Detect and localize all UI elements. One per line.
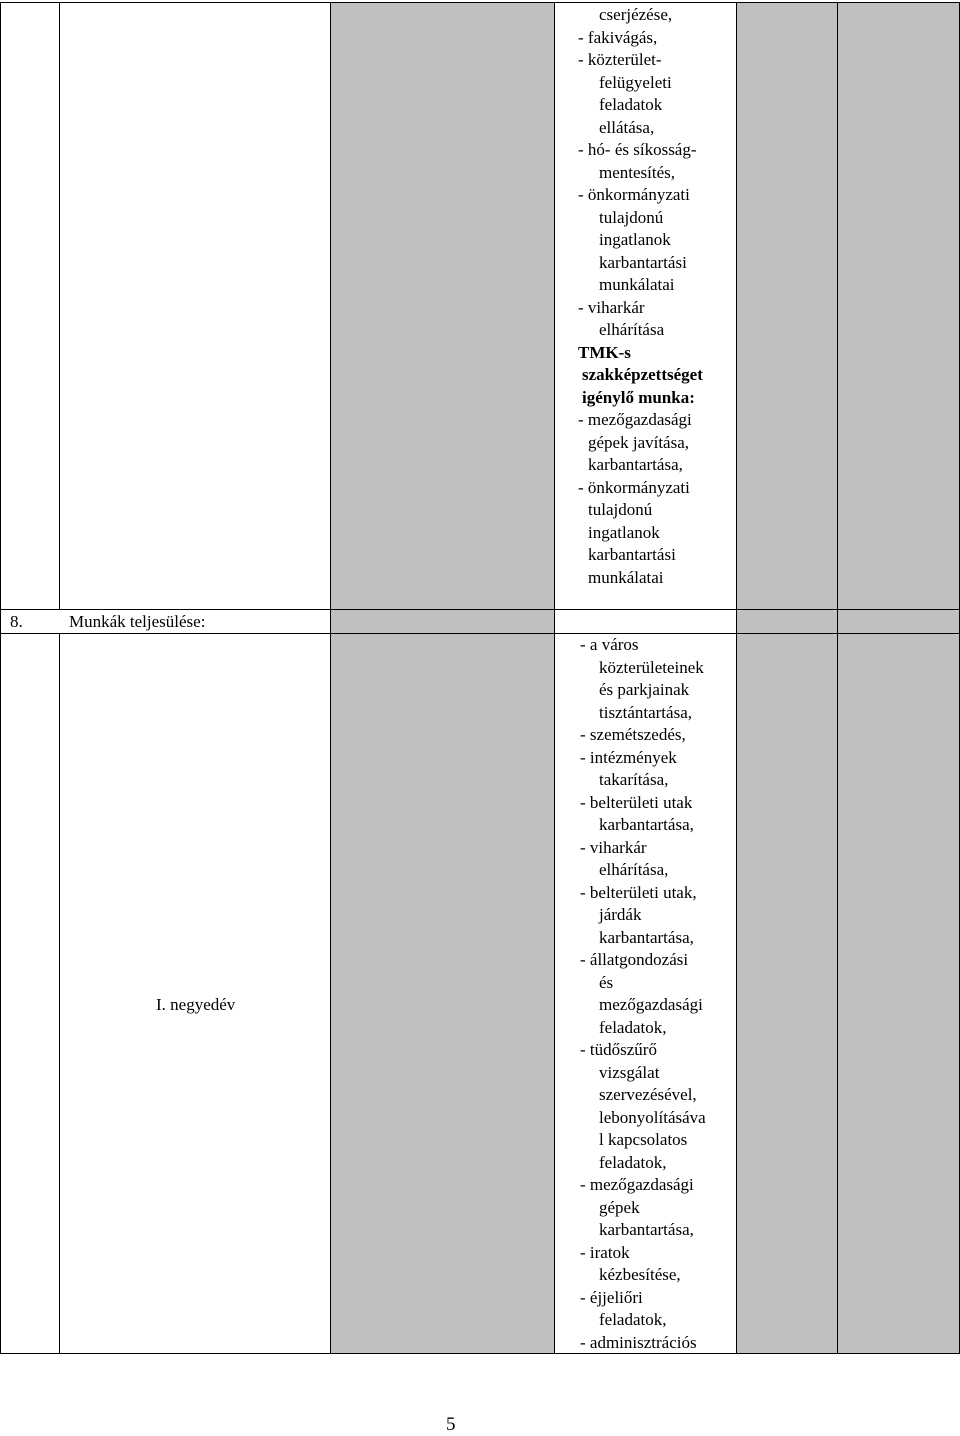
lower-description-line: feladatok, <box>599 1152 667 1172</box>
upper-description-line: - viharkár <box>578 297 645 317</box>
lower-description-line: - adminisztrációs <box>580 1332 697 1352</box>
lower-description-line: - a város <box>580 635 639 654</box>
section-number: 8. <box>10 612 23 631</box>
upper-description-line: munkálatai <box>588 567 664 587</box>
lower-description-line: lebonyolításáva <box>599 1107 706 1127</box>
section-heading-shaded-col3 <box>330 609 555 634</box>
section-heading-shaded-col6 <box>837 609 960 634</box>
upper-description-line: - fakivágás, <box>578 27 658 47</box>
upper-description-line: tulajdonú <box>588 500 653 519</box>
lower-description-line: és <box>599 972 614 992</box>
lower-description-line: feladatok, <box>599 1017 667 1037</box>
lower-description-line: - szemétszedés, <box>580 725 686 744</box>
upper-description-text <box>578 4 703 589</box>
upper-row-shaded-col3 <box>330 2 555 610</box>
lower-description-line: elhárítása, <box>599 860 669 879</box>
lower-description-line: - belterületi utak, <box>580 882 697 902</box>
upper-description-line: igénylő munka: <box>582 387 695 407</box>
lower-description-line: karbantartása, <box>599 815 694 834</box>
section-heading-col4 <box>554 609 737 634</box>
upper-description-line: mentesítés, <box>599 162 676 182</box>
lower-description-line: karbantartása, <box>599 927 694 947</box>
lower-description-line: és parkjainak <box>599 680 690 699</box>
upper-row-shaded-col5 <box>736 2 838 610</box>
upper-description-line: ellátása, <box>599 117 655 137</box>
upper-description-line: - közterület- <box>578 50 662 69</box>
upper-description-line: gépek javítása, <box>588 432 690 452</box>
lower-description-line: - éjjeliőri <box>580 1287 643 1307</box>
lower-description-line: - belterületi utak <box>580 792 693 812</box>
upper-description-line: munkálatai <box>599 275 675 294</box>
upper-description-line: ingatlanok <box>599 230 671 249</box>
lower-description-line: tisztántartása, <box>599 702 692 722</box>
lower-description-line: mezőgazdasági <box>599 995 703 1014</box>
period-label: I. negyedév <box>156 995 236 1014</box>
upper-description-line: tulajdonú <box>599 207 664 227</box>
lower-description-line: - iratok <box>580 1242 630 1262</box>
page-number: 5 <box>446 1414 456 1435</box>
lower-description-line: gépek <box>599 1197 640 1217</box>
upper-row-col2 <box>59 2 331 610</box>
lower-description-line: - állatgondozási <box>580 950 689 969</box>
upper-description-line: felügyeleti <box>599 72 672 92</box>
upper-description-line: karbantartási <box>599 252 687 272</box>
lower-row-col1 <box>0 633 60 1354</box>
lower-description-line: l kapcsolatos <box>599 1130 688 1149</box>
lower-description-line: karbantartása, <box>599 1220 694 1239</box>
section-title: Munkák teljesülése: <box>69 612 206 631</box>
upper-description-line: karbantartása, <box>588 455 683 474</box>
lower-row-shaded-col3 <box>330 633 555 1354</box>
upper-row-shaded-col6 <box>837 2 960 610</box>
upper-description-line: - mezőgazdasági <box>578 410 692 429</box>
lower-description-line: - tüdőszűrő <box>580 1040 657 1059</box>
lower-row-shaded-col5 <box>736 633 838 1354</box>
lower-description-line: takarítása, <box>599 770 669 789</box>
upper-description-line: karbantartási <box>588 545 676 564</box>
upper-description-line: feladatok <box>599 95 663 114</box>
lower-description-line: - viharkár <box>580 837 647 857</box>
upper-description-line: TMK-s <box>578 342 631 362</box>
lower-description-line: - intézmények <box>580 747 677 767</box>
upper-row-col1 <box>0 2 60 610</box>
lower-description-text <box>580 634 706 1354</box>
upper-description-line: - önkormányzati <box>578 185 690 204</box>
lower-description-line: szervezésével, <box>599 1085 697 1104</box>
lower-description-line: feladatok, <box>599 1310 667 1329</box>
lower-description-line: járdák <box>599 905 642 924</box>
upper-description-line: - hó- és síkosság- <box>578 140 697 159</box>
upper-description-line: szakképzettséget <box>582 365 703 384</box>
lower-row-shaded-col6 <box>837 633 960 1354</box>
upper-description-line: - önkormányzati <box>578 477 690 497</box>
upper-description-line: cserjézése, <box>599 5 673 24</box>
upper-description-line: elhárítása <box>599 320 665 339</box>
lower-description-line: vizsgálat <box>599 1062 660 1082</box>
section-heading-shaded-col5 <box>736 609 838 634</box>
lower-description-line: kézbesítése, <box>599 1265 681 1284</box>
lower-description-line: - mezőgazdasági <box>580 1175 694 1194</box>
lower-description-line: közterületeinek <box>599 657 704 677</box>
upper-description-line: ingatlanok <box>588 522 660 542</box>
